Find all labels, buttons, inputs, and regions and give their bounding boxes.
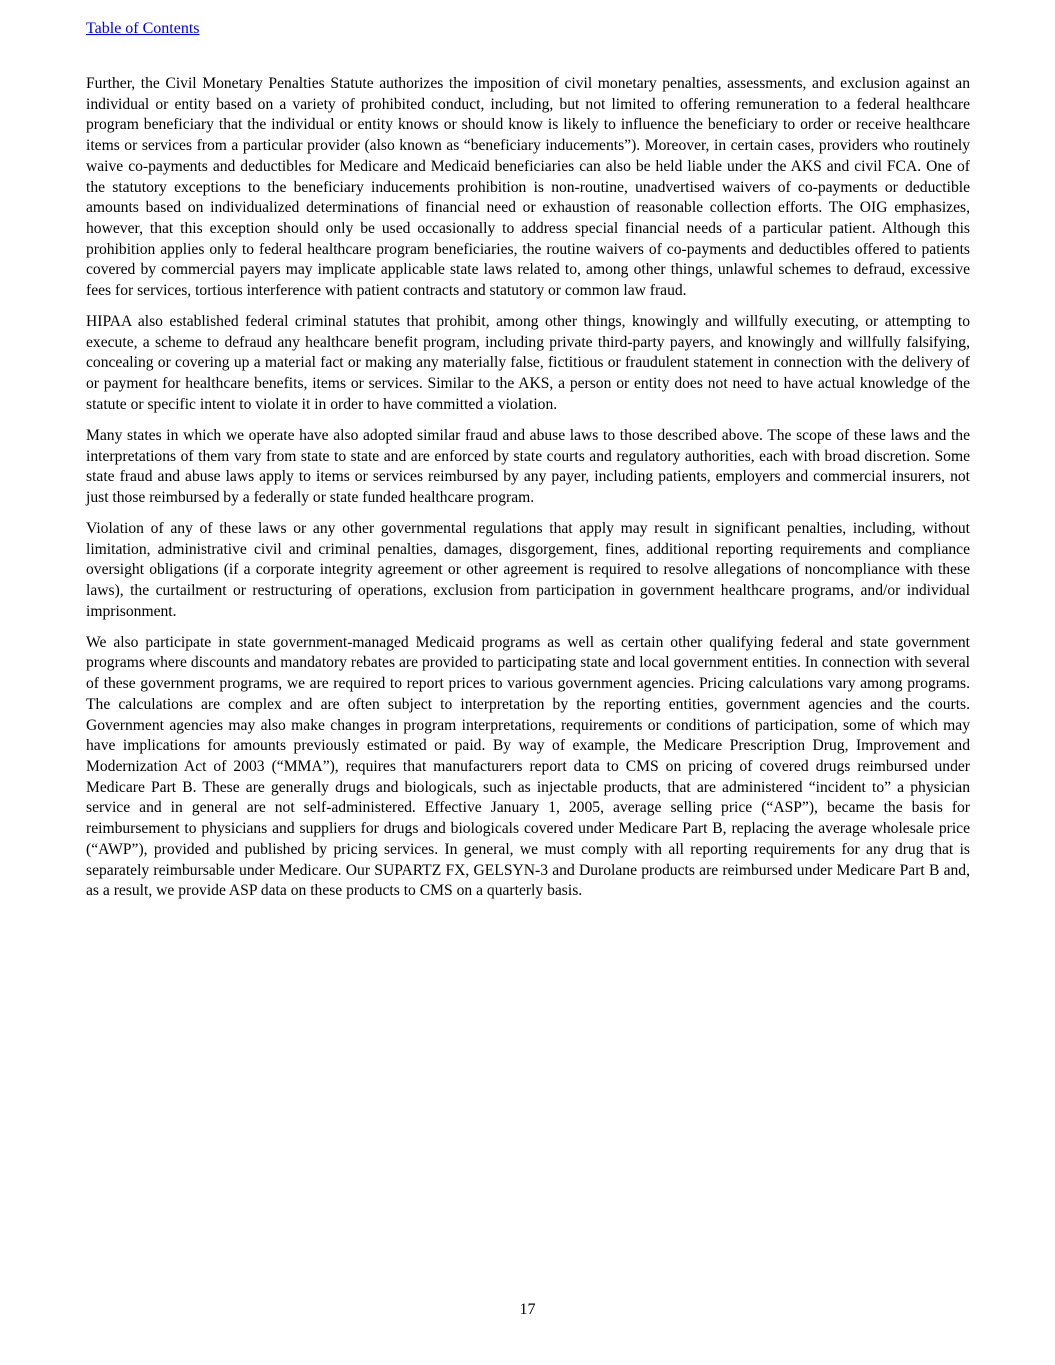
page-number: 17 <box>519 1301 536 1318</box>
paragraph-violation-penalties: Violation of any of these laws or any other governmental regulations that apply may result in significant penalties, including, without limitation, administrative civil and criminal penalties, damages, disgorgement, fines, additional reporting requirements and compliance oversight obligations (if a corporate integrity agreement or other agreement is required to resolve allegations of noncompliance with these laws), the curtailment or restructuring of operations, exclusion from participation in government healthcare programs, and/or individual imprisonment. <box>86 519 970 620</box>
paragraph-state-fraud-laws: Many states in which we operate have also adopted similar fraud and abuse laws to those described above. The scope of these laws and the interpretations of them vary from state to state and are enforced by state courts and regulatory authorities, each with broad discretion. Some state fraud and abuse laws apply to items or services reimbursed by any payer, including patients, employers and commercial insurers, not just those reimbursed by a federally or state funded healthcare program. <box>86 426 970 506</box>
paragraph-government-pricing-programs: We also participate in state government-managed Medicaid programs as well as certain other qualifying federal and state government programs where discounts and mandatory rebates are provided to participating state and local government entities. In connection with several of these government programs, we are required to report prices to various government agencies. Pricing calculations vary among programs. The calculations are complex and are often subject to interpretation by the reporting entities, government agencies and the courts. Government agencies may also make changes in program interpretations, requirements or conditions of participation, some of which may have implications for amounts previously estimated or paid. By way of example, the Medicare Prescription Drug, Improvement and Modernization Act of 2003 (“MMA”), requires that manufacturers report data to CMS on pricing of covered drugs reimbursed under Medicare Part B. These are generally drugs and biologicals, such as injectable products, that are administered “incident to” a physician service and in general are not self-administered. Effective January 1, 2005, average selling price (“ASP”), became the basis for reimbursement to physicians and suppliers for drugs and biologicals covered under Medicare Part B, replacing the average wholesale price (“AWP”), provided and published by pricing services. In general, we must comply with all reporting requirements for any drug that is separately reimbursable under Medicare. Our SUPARTZ FX, GELSYN-3 and Durolane products are reimbursed under Medicare Part B and, as a result, we provide ASP data on these products to CMS on a quarterly basis. <box>86 633 970 900</box>
paragraph-civil-monetary-penalties: Further, the Civil Monetary Penalties Statute authorizes the imposition of civil monetary penalties, assessments, and exclusion against an individual or entity based on a variety of prohibited conduct, including, but not limited to offering remuneration to a federal healthcare program beneficiary that the individual or entity knows or should know is likely to influence the beneficiary to order or receive healthcare items or services from a particular provider (also known as “beneficiary inducements”). Moreover, in certain cases, providers who routinely waive co-payments and deductibles for Medicare and Medicaid beneficiaries can also be held liable under the AKS and civil FCA. One of the statutory exceptions to the beneficiary inducements prohibition is non-routine, unadvertised waivers of co-payments or deductible amounts based on individualized determinations of financial need or exhaustion of reasonable collection efforts. The OIG emphasizes, however, that this exception should only be used occasionally to address special financial needs of a particular patient. Although this prohibition applies only to federal healthcare program beneficiaries, the routine waivers of co-payments and deductibles offered to patients covered by commercial payers may implicate applicable state laws related to, among other things, unlawful schemes to defraud, excessive fees for services, tortious interference with patient contracts and statutory or common law fraud. <box>86 75 970 300</box>
paragraph-hipaa-criminal-statutes: HIPAA also established federal criminal statutes that prohibit, among other things, knowingly and willfully executing, or attempting to execute, a scheme to defraud any healthcare benefit program, including private third-party payers, and knowingly and willfully falsifying, concealing or covering up a material fact or making any materially false, fictitious or fraudulent statement in connection with the delivery of or payment for healthcare benefits, items or services. Similar to the AKS, a person or entity does not need to have actual knowledge of the statute or specific intent to violate it in order to have committed a violation. <box>86 313 970 413</box>
table-of-contents-link[interactable]: Table of Contents <box>86 20 200 37</box>
document-body <box>86 74 970 912</box>
